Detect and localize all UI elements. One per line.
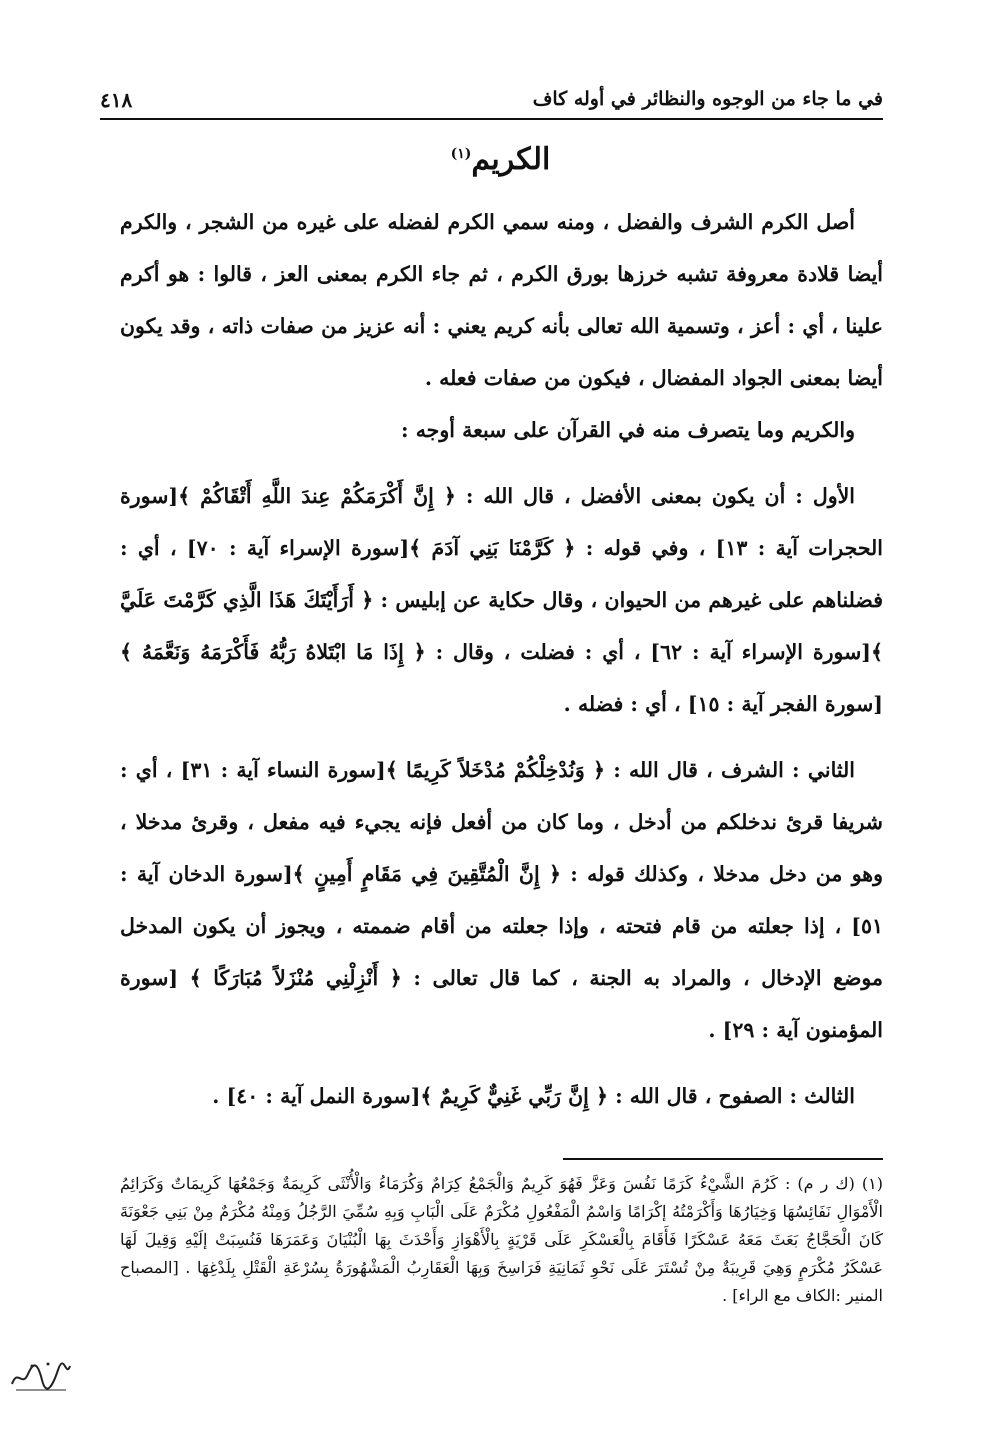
paragraph-overview: والكريم وما يتصرف منه في القرآن على سبعة أوجه : bbox=[400, 418, 855, 442]
paragraph-meaning-1: الأول : أن يكون بمعنى الأفضل ، قال الله : ﴿ إِنَّ أَكْرَمَكُمْ عِندَ اللَّهِ أَتْقَاكُمْ ﴾[سورة الحجرات آية : ١٣] ، وفي قوله : ﴿ كَرَّمْنَا بَنِي آدَمَ ﴾[سورة الإسراء آية : ٧٠] ، أي : فضلناهم على غيرهم من الحيوان ، وقال حكاية عن إبليس : ﴿ أَرَأَيْتَكَ هَذَا الَّذِي كَرَّمْتَ عَلَيَّ ﴾[سورة الإسراء آية : ٦٢] ، أي : فضلت ، وقال : ﴿ إِذَا مَا ابْتَلاهُ رَبُّهُ فَأَكْرَمَهُ وَنَعَّمَهُ ﴾[سورة الفجر آية : ١٥] ، أي : فضله . bbox=[120, 484, 884, 716]
paragraph-meaning-2: الثاني : الشرف ، قال الله : ﴿ وَنُدْخِلْكُمْ مُدْخَلاً كَرِيمًا ﴾[سورة النساء آية : ٣١] ، أي : شريفا قرئ ندخلكم من أدخل ، وما كان من أفعل فإنه يجيء فيه مفعل ، وقرئ مدخلا ، وهو من دخل مدخلا ، وكذلك قوله : ﴿ إِنَّ الْمُتَّقِينَ فِي مَقَامٍ أَمِينٍ ﴾[سورة الدخان آية : ٥١] ، إذا جعلته من قام فتحته ، وإذا جعلته من أقام ضممته ، ويجوز أن يكون المدخل موضع الإدخال ، والمراد به الجنة ، كما قال تعالى : ﴿ أَنْزِلْنِي مُنْزَلاً مُبَارَكًا ﴾ [سورة المؤمنون آية : ٢٩] . bbox=[120, 758, 883, 1042]
section-title-text: الكريم bbox=[471, 142, 551, 177]
footnote-rule bbox=[563, 1158, 883, 1160]
footnote: (١) (ك ر م) : كَرُمَ الشَّيْءُ كَرَمًا نَفُسَ وَعَزَّ فَهُوَ كَرِيمٌ وَالْجَمْعُ كِرَامٌ وَكُرَمَاءُ وَالْأُنْثَى كَرِيمَةٌ وَجَمْعُهَا كَرِيمَاتٌ وَكَرَائِمُ الْأَمْوَالِ نَفَائِسُهَا وَخِيَارُهَا وَأَكْرَمْتُهُ إكْرَامًا وَاسْمُ الْمَفْعُولِ مُكْرَمٌ عَلَى الْبَابِ وَبِهِ سُمِّيَ الرَّجُلُ وَمِنْهُ مُكْرَمٌ مِنْ بَنِي جَعْوَنَةَ كَانَ الْحَجَّاجُ بَعَثَ مَعَهُ عَسْكَرًا فَأَقَامَ بِالْعَسْكَرِ عَلَى قَرْيَةٍ بِالْأَهْوَازِ وَأَحْدَثَ بِهَا الْبُنْيَانَ وَعَمَرَهَا فَنُسِبَتْ إلَيْهِ وَقِيلَ لَهَا عَسْكَرُ مُكْرَمٍ وَهِيَ قَرِيبَةٌ مِنْ تُسْتَرَ عَلَى نَحْوِ ثَمَانِيَةِ فَرَاسِخَ وَبِهَا الْعَقَارِبُ الْمَشْهُورَةُ بِسُرْعَةِ الْقَتْلِ بِلَدْغِهَا . [المصباح المنير :الكاف مع الراء] . bbox=[120, 1174, 884, 1305]
stamp-signature-icon bbox=[8, 1358, 74, 1398]
body-text bbox=[120, 196, 883, 1122]
publisher-stamp bbox=[8, 1358, 74, 1398]
running-title: في ما جاء من الوجوه والنظائر في أوله كاف bbox=[532, 88, 883, 110]
section-title bbox=[0, 142, 1001, 177]
footnote-marker: (١) bbox=[450, 146, 472, 162]
page-number: ٤١٨ bbox=[100, 88, 133, 112]
running-head bbox=[100, 88, 883, 120]
paragraph-intro: أصل الكرم الشرف والفضل ، ومنه سمي الكرم لفضله على غيره من الشجر ، والكرم أيضا قلادة معروفة تشبه خرزها بورق الكرم ، ثم جاء الكرم بمعنى العز ، قالوا : هو أكرم علينا ، أي : أعز ، وتسمية الله تعالى بأنه كريم يعني : أنه عزيز من صفات ذاته ، وقد يكون أيضا بمعنى الجواد المفضال ، فيكون من صفات فعله . bbox=[120, 210, 883, 390]
paragraph-meaning-3: الثالث : الصفوح ، قال الله : ﴿ إِنَّ رَبِّي غَنِيٌّ كَرِيمٌ ﴾[سورة النمل آية : ٤٠] . bbox=[212, 1084, 855, 1108]
